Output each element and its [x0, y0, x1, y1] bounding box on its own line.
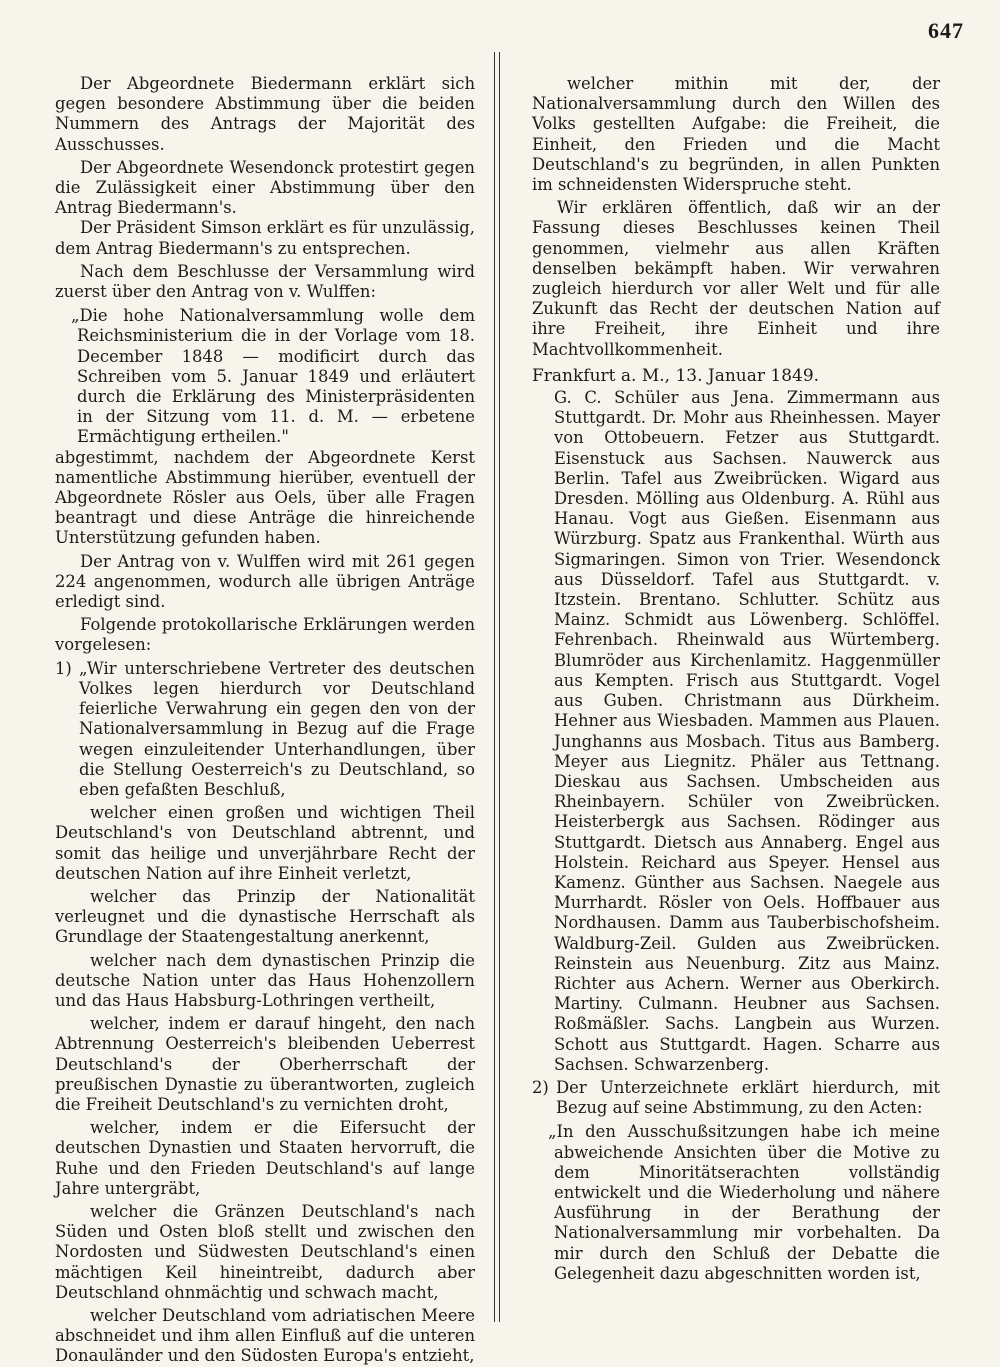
declaration-number: 1) [55, 658, 72, 678]
clause: welcher mithin mit der, der Nationalversammlung durch den Willen des Volks gestellten Aufgabe: die Freiheit, die Einheit, den Frieden und die Macht Deutschland's zu begründen, in allen Punkten im schneidensten Widerspruche steht. [532, 74, 940, 195]
paragraph-abgestimmt: abgestimmt, nachdem der Abgeordnete Kerst namentliche Abstimmung hierüber, eventuell der Abgeordnete Rösler aus Oels, über alle Fragen beantragt und diese Anträge die hinreichende Unterstützung gefunden haben. [55, 447, 475, 548]
declaration-number: 2) [532, 1077, 549, 1097]
paragraph-erklaerungen: Folgende protokollarische Erklärungen werden vorgelesen: [55, 615, 475, 655]
paragraph-simson: Der Präsident Simson erklärt es für unzulässig, dem Antrag Biedermann's zu entsprechen. [55, 218, 475, 258]
place-date: Frankfurt a. M., 13. Januar 1849. [532, 365, 820, 386]
declaration-1 [55, 659, 475, 800]
clause: welcher, indem er die Eifersucht der deutschen Dynastien und Staaten hervorruft, die Ruhe und den Frieden Deutschland's auf lange Jahre untergräbt, [55, 1118, 475, 1198]
right-column [532, 74, 940, 1284]
paragraph-wesendonck: Der Abgeordnete Wesendonck protestirt gegen die Zulässigkeit einer Abstimmung über den Antrag Biedermann's. [55, 157, 475, 218]
clause: welcher, indem er darauf hingeht, den nach Abtrennung Oesterreich's bleibenden Ueberrest Deutschland's der Oberherrschaft der preußischen Dynastie zu überantworten, zugleich die Freiheit Deutschland's zu vernichten droht, [55, 1014, 475, 1114]
quote-ausschuss: „In den Ausschußsitzungen habe ich meine abweichende Ansichten über die Motive zu dem Minoritätserachten vollständig entwickelt und die Wiederholung und nähere Ausführung in der Berathung der Nationalversammlung mir vorbehalten. Da mir durch den Schluß der Debatte die Gelegenheit dazu abgeschnitten worden ist, [548, 1122, 940, 1283]
signatories-list: G. C. Schüler aus Jena. Zimmermann aus Stuttgardt. Dr. Mohr aus Rheinhessen. Mayer von Ottobeuern. Fetzer aus Stuttgardt. Eisenstuck aus Sachsen. Nauwerck aus Berlin. Tafel aus Zweibrücken. Wigard aus Dresden. Mölling aus Oldenburg. A. Rühl aus Hanau. Vogt aus Gießen. Eisenmann aus Würzburg. Spatz aus Frankenthal. Würth aus Sigmaringen. Simon von Trier. Wesendonck aus Düsseldorf. Tafel aus Stuttgardt. v. Itzstein. Brentano. Schlutter. Schütz aus Mainz. Schmidt aus Löwenberg. Schlöffel. Fehrenbach. Rheinwald aus Würtemberg. Blumröder aus Kirchenlamitz. Haggenmüller aus Kempten. Frisch aus Stuttgardt. Vogel aus Guben. Christmann aus Dürkheim. Hehner aus Wiesbaden. Mammen aus Plauen. Junghanns aus Mosbach. Titus aus Bamberg. Meyer aus Liegnitz. Phäler aus Tettnang. Dieskau aus Sachsen. Umbscheiden aus Rheinbayern. Schüler von Zweibrücken. Heisterbergk aus Sachsen. Rödinger aus Stuttgardt. Dietsch aus Annaberg. Engel aus Holstein. Reichard aus Speyer. Hensel aus Kamenz. Günther aus Sachsen. Naegele aus Murrhardt. Rösler von Oels. Hoffbauer aus Nordhausen. Damm aus Tauberbischofsheim. Waldburg-Zeil. Gulden aus Zweibrücken. Reinstein aus Neuenburg. Zitz aus Mainz. Richter aus Achern. Werner aus Oberkirch. Martiny. Culmann. Heubner aus Sachsen. Roßmäßler. Sachs. Langbein aus Wurzen. Schott aus Stuttgardt. Hagen. Scharre aus Sachsen. Schwarzenberg. [554, 388, 940, 1074]
paragraph-biedermann: Der Abgeordnete Biedermann erklärt sich gegen besondere Abstimmung über die beiden Nummern des Antrags der Majorität des Ausschusses. [55, 74, 475, 154]
declaration-2 [532, 1078, 940, 1118]
clause: welcher einen großen und wichtigen Theil Deutschland's von Deutschland abtrennt, und somit das heilige und unverjährbare Recht der deutschen Nation auf ihre Einheit verletzt, [55, 803, 475, 883]
declaration-text: „Wir unterschriebene Vertreter des deutschen Volkes legen hierdurch vor Deutschland feierliche Verwahrung ein gegen den von der Nationalversammlung in Bezug auf die Frage wegen einzuleitender Unterhandlungen, über die Stellung Oesterreich's zu Deutschland, so eben gefaßten Beschluß, [79, 658, 475, 799]
paragraph-beschluss: Nach dem Beschlusse der Versammlung wird zuerst über den Antrag von v. Wulffen: [55, 261, 475, 302]
clause: welcher die Gränzen Deutschland's nach Süden und Osten bloß stellt und zwischen den Nordosten und Südwesten Deutschland's einen mächtigen Keil hineintreibt, dadurch aber Deutschland ohnmächtig und schwach macht, [55, 1201, 475, 1302]
column-divider [494, 52, 500, 1322]
clause: welcher nach dem dynastischen Prinzip die deutsche Nation unter das Haus Hohenzollern und das Haus Habsburg-Lothringen vertheilt, [55, 950, 475, 1010]
declaration-text: Der Unterzeichnete erklärt hierdurch, mit Bezug auf seine Abstimmung, zu den Acten: [556, 1077, 940, 1118]
clause: welcher das Prinzip der Nationalität verleugnet und die dynastische Herrschaft als Grundlage der Staatengestaltung anerkennt, [55, 886, 475, 947]
clause: welcher Deutschland vom adriatischen Meere abschneidet und ihm allen Einfluß auf die unteren Donauländer und den Südosten Europa's entzieht, [55, 1305, 475, 1366]
left-column [55, 74, 475, 1367]
paragraph-verwahrung: Wir erklären öffentlich, daß wir an der Fassung dieses Beschlusses keinen Theil genommen, vielmehr aus allen Kräften denselben bekämpft haben. Wir verwahren zugleich hierdurch vor aller Welt und für alle Zukunft das Recht der deutschen Nation auf ihre Freiheit, ihre Einheit und ihre Machtvollkommenheit. [532, 198, 940, 359]
page-number: 647 [928, 18, 964, 43]
quote-wulffen-antrag: „Die hohe Nationalversammlung wolle dem Reichsministerium die in der Vorlage vom 18. December 1848 — modificirt durch das Schreiben vom 5. Januar 1849 und erläutert durch die Erklärung des Ministerpräsidenten in der Sitzung vom 11. d. M. — erbetene Ermächtigung ertheilen." [71, 306, 475, 447]
paragraph-result: Der Antrag von v. Wulffen wird mit 261 gegen 224 angenommen, wodurch alle übrigen Anträge erledigt sind. [55, 551, 475, 612]
